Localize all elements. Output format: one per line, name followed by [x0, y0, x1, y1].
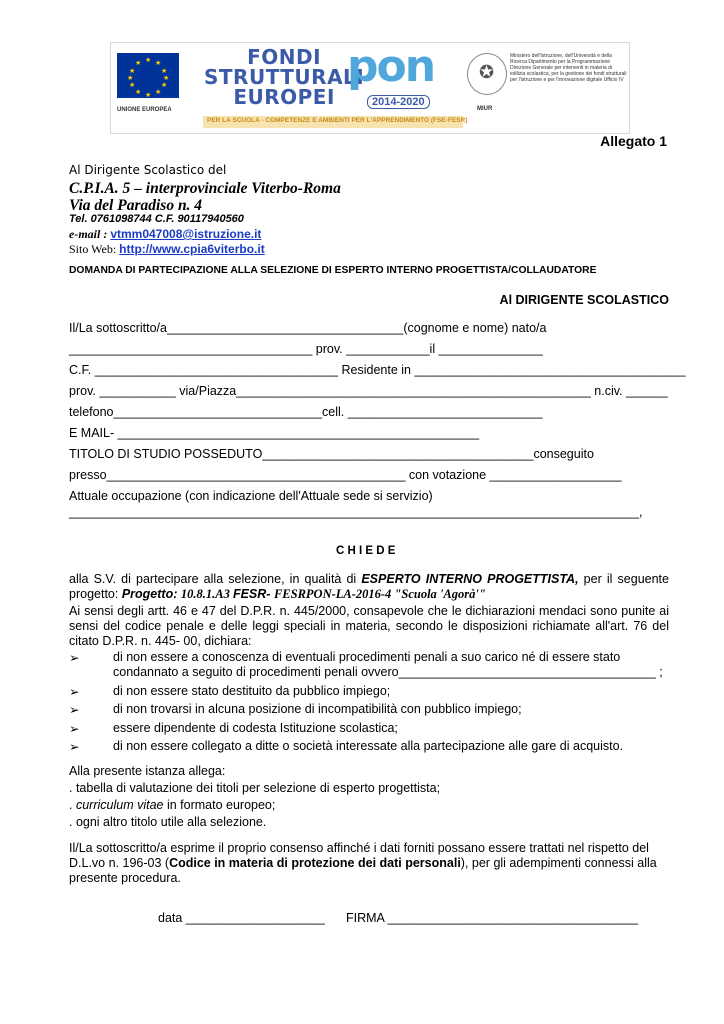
web-link[interactable]: http://www.cpia6viterbo.it — [119, 242, 265, 256]
fondi-line3: EUROPEI — [233, 85, 335, 109]
bullet-text-2: di non essere stato destituito da pubblico impiego; — [113, 684, 391, 698]
form-line-nascita[interactable]: ___________________________________ prov. ____________il _______________ — [69, 342, 543, 356]
form-line-occupazione: Attuale occupazione (con indicazione dell'Attuale sede si servizio) — [69, 489, 433, 503]
email-label: e-mail : — [69, 227, 111, 241]
allegato-label: Allegato 1 — [600, 133, 667, 149]
form-line-cf[interactable]: C.F. ___________________________________ Residente in _______________________________________ — [69, 363, 686, 377]
bullet-icon: ➢ — [69, 685, 80, 699]
allega-intro: Alla presente istanza allega: — [69, 764, 226, 778]
address-line3: Via del Paradiso n. 4 — [69, 197, 203, 214]
web-label: Sito Web: — [69, 242, 120, 256]
email-link[interactable]: vtmm047008@istruzione.it — [110, 227, 262, 241]
fondi-line2: STRUTTURALI — [204, 65, 365, 89]
form-line-telefono[interactable]: telefono______________________________cell. ____________________________ — [69, 405, 543, 419]
banner-subtitle: PER LA SCUOLA - COMPETENZE E AMBIENTI PER L'APPRENDIMENTO (FSE-FESR) — [207, 117, 468, 124]
partecipare-text-1: alla S.V. di partecipare alla selezione, in qualità di — [69, 572, 362, 586]
consenso-paragraph — [69, 841, 664, 886]
header-banner — [110, 42, 630, 134]
bullet-text-3: di non trovarsi in alcuna posizione di incompatibilità con pubblico impiego; — [113, 702, 522, 716]
fondi-line1: FONDI — [247, 45, 322, 69]
data-field[interactable]: data ____________________ — [158, 911, 325, 925]
progetto-code: 10.8.1.A3 — [180, 587, 233, 601]
consenso-text-2: ), per gli adempimenti connessi alla presente procedura. — [69, 856, 657, 885]
allega-item-2-prefix: . — [69, 798, 76, 812]
eu-label: UNIONE EUROPEA — [117, 107, 172, 113]
bullet-text-1b: condannato a seguito di procedimenti penali ovvero_____________________________________ ; — [113, 665, 663, 679]
form-line-nome[interactable]: Il/La sottoscritto/a__________________________________(cognome e nome) nato/a — [69, 321, 547, 335]
fondi-logo — [204, 47, 364, 107]
firma-field[interactable]: FIRMA ____________________________________ — [346, 911, 638, 925]
ministry-text: Ministero dell'Istruzione, dell'Università e della Ricerca Dipartimento per la Programmazione Direzione Generale per interventi in materia di edilizia scolastica, per la gestione dei fondi strutturali per l'istruzione e per l'innovazione digitale Ufficio IV — [510, 53, 627, 83]
dichiara-paragraph: Ai sensi degli artt. 46 e 47 del D.P.R. n. 445/2000, consapevole che le dichiarazioni mendaci sono punite ai sensi del codice penale e delle leggi speciali in materia, secondo le disposizioni richiamate all'art. 76 del citato D.P.R. n. 445- 00, dichiara: — [69, 604, 669, 648]
address-phone: Tel. 0761098744 C.F. 90117940560 — [69, 213, 244, 225]
progetto-name: FESRPON-LA-2016-4 "Scuola 'Agorà'" — [273, 587, 486, 601]
address-line2: C.P.I.A. 5 – interprovinciale Viterbo-Roma — [69, 180, 341, 197]
progetto-fesr: FESR- — [232, 587, 274, 601]
address-line1: Al Dirigente Scolastico del — [69, 163, 227, 177]
bullet-text-4: essere dipendente di codesta Istituzione scolastica; — [113, 721, 398, 735]
pon-logo: pon — [347, 41, 435, 92]
bullet-icon: ➢ — [69, 703, 80, 717]
eu-flag-icon: ★ ★ ★ ★ ★ ★ ★ ★ ★ ★ ★ ★ — [117, 53, 179, 98]
partecipare-text-2: per il seguente progetto: — [69, 572, 669, 601]
address-web-row — [69, 242, 265, 257]
allega-item-1: . tabella di valutazione dei titoli per selezione di esperto progettista; — [69, 781, 441, 795]
form-line-occupazione-value[interactable]: __________________________________________________________________________________, — [69, 505, 643, 519]
esperto-role: ESPERTO INTERNO PROGETTISTA, — [361, 572, 579, 586]
consenso-text-1: Il/La sottoscritto/a esprime il proprio consenso affinché i dati forniti possano essere trattati nel rispetto del D.L.vo n. 196-03 ( — [69, 841, 649, 870]
allega-item-2 — [69, 798, 275, 812]
bullet-icon: ➢ — [69, 722, 80, 736]
progetto-label: Progetto: — [121, 587, 181, 601]
allega-item-2-italic: curriculum vitae — [75, 798, 164, 812]
ai-dirigente: Al DIRIGENTE SCOLASTICO — [499, 293, 669, 307]
chiede-heading: C H I E D E — [336, 545, 396, 557]
address-email-row — [69, 227, 261, 242]
republic-emblem-icon: ✪ — [467, 53, 507, 95]
form-line-email[interactable]: E MAIL- ____________________________________________________ — [69, 426, 480, 440]
bullet-text-5: di non essere collegato a ditte o società interessate alla partecipazione alle gare di acquisto. — [113, 739, 624, 753]
domanda-title: DOMANDA DI PARTECIPAZIONE ALLA SELEZIONE DI ESPERTO INTERNO PROGETTISTA/COLLAUDATORE — [69, 265, 597, 276]
form-line-titolo[interactable]: TITOLO DI STUDIO POSSEDUTO_______________________________________conseguito — [69, 447, 594, 461]
form-line-indirizzo[interactable]: prov. ___________ via/Piazza___________________________________________________ n.civ. ______ — [69, 384, 668, 398]
consenso-codice: Codice in materia di protezione dei dati personali — [169, 856, 461, 870]
bullet-icon: ➢ — [69, 651, 80, 665]
bullet-icon: ➢ — [69, 740, 80, 754]
pon-years: 2014-2020 — [367, 95, 430, 109]
form-line-presso[interactable]: presso___________________________________________ con votazione ___________________ — [69, 468, 622, 482]
partecipare-paragraph — [69, 572, 669, 602]
allega-item-3: . ogni altro titolo utile alla selezione. — [69, 815, 267, 829]
allega-item-2-suffix: in formato europeo; — [163, 798, 276, 812]
bullet-text-1: di non essere a conoscenza di eventuali procedimenti penali a suo carico né di essere stato — [113, 650, 621, 664]
miur-label: MIUR — [477, 106, 493, 112]
